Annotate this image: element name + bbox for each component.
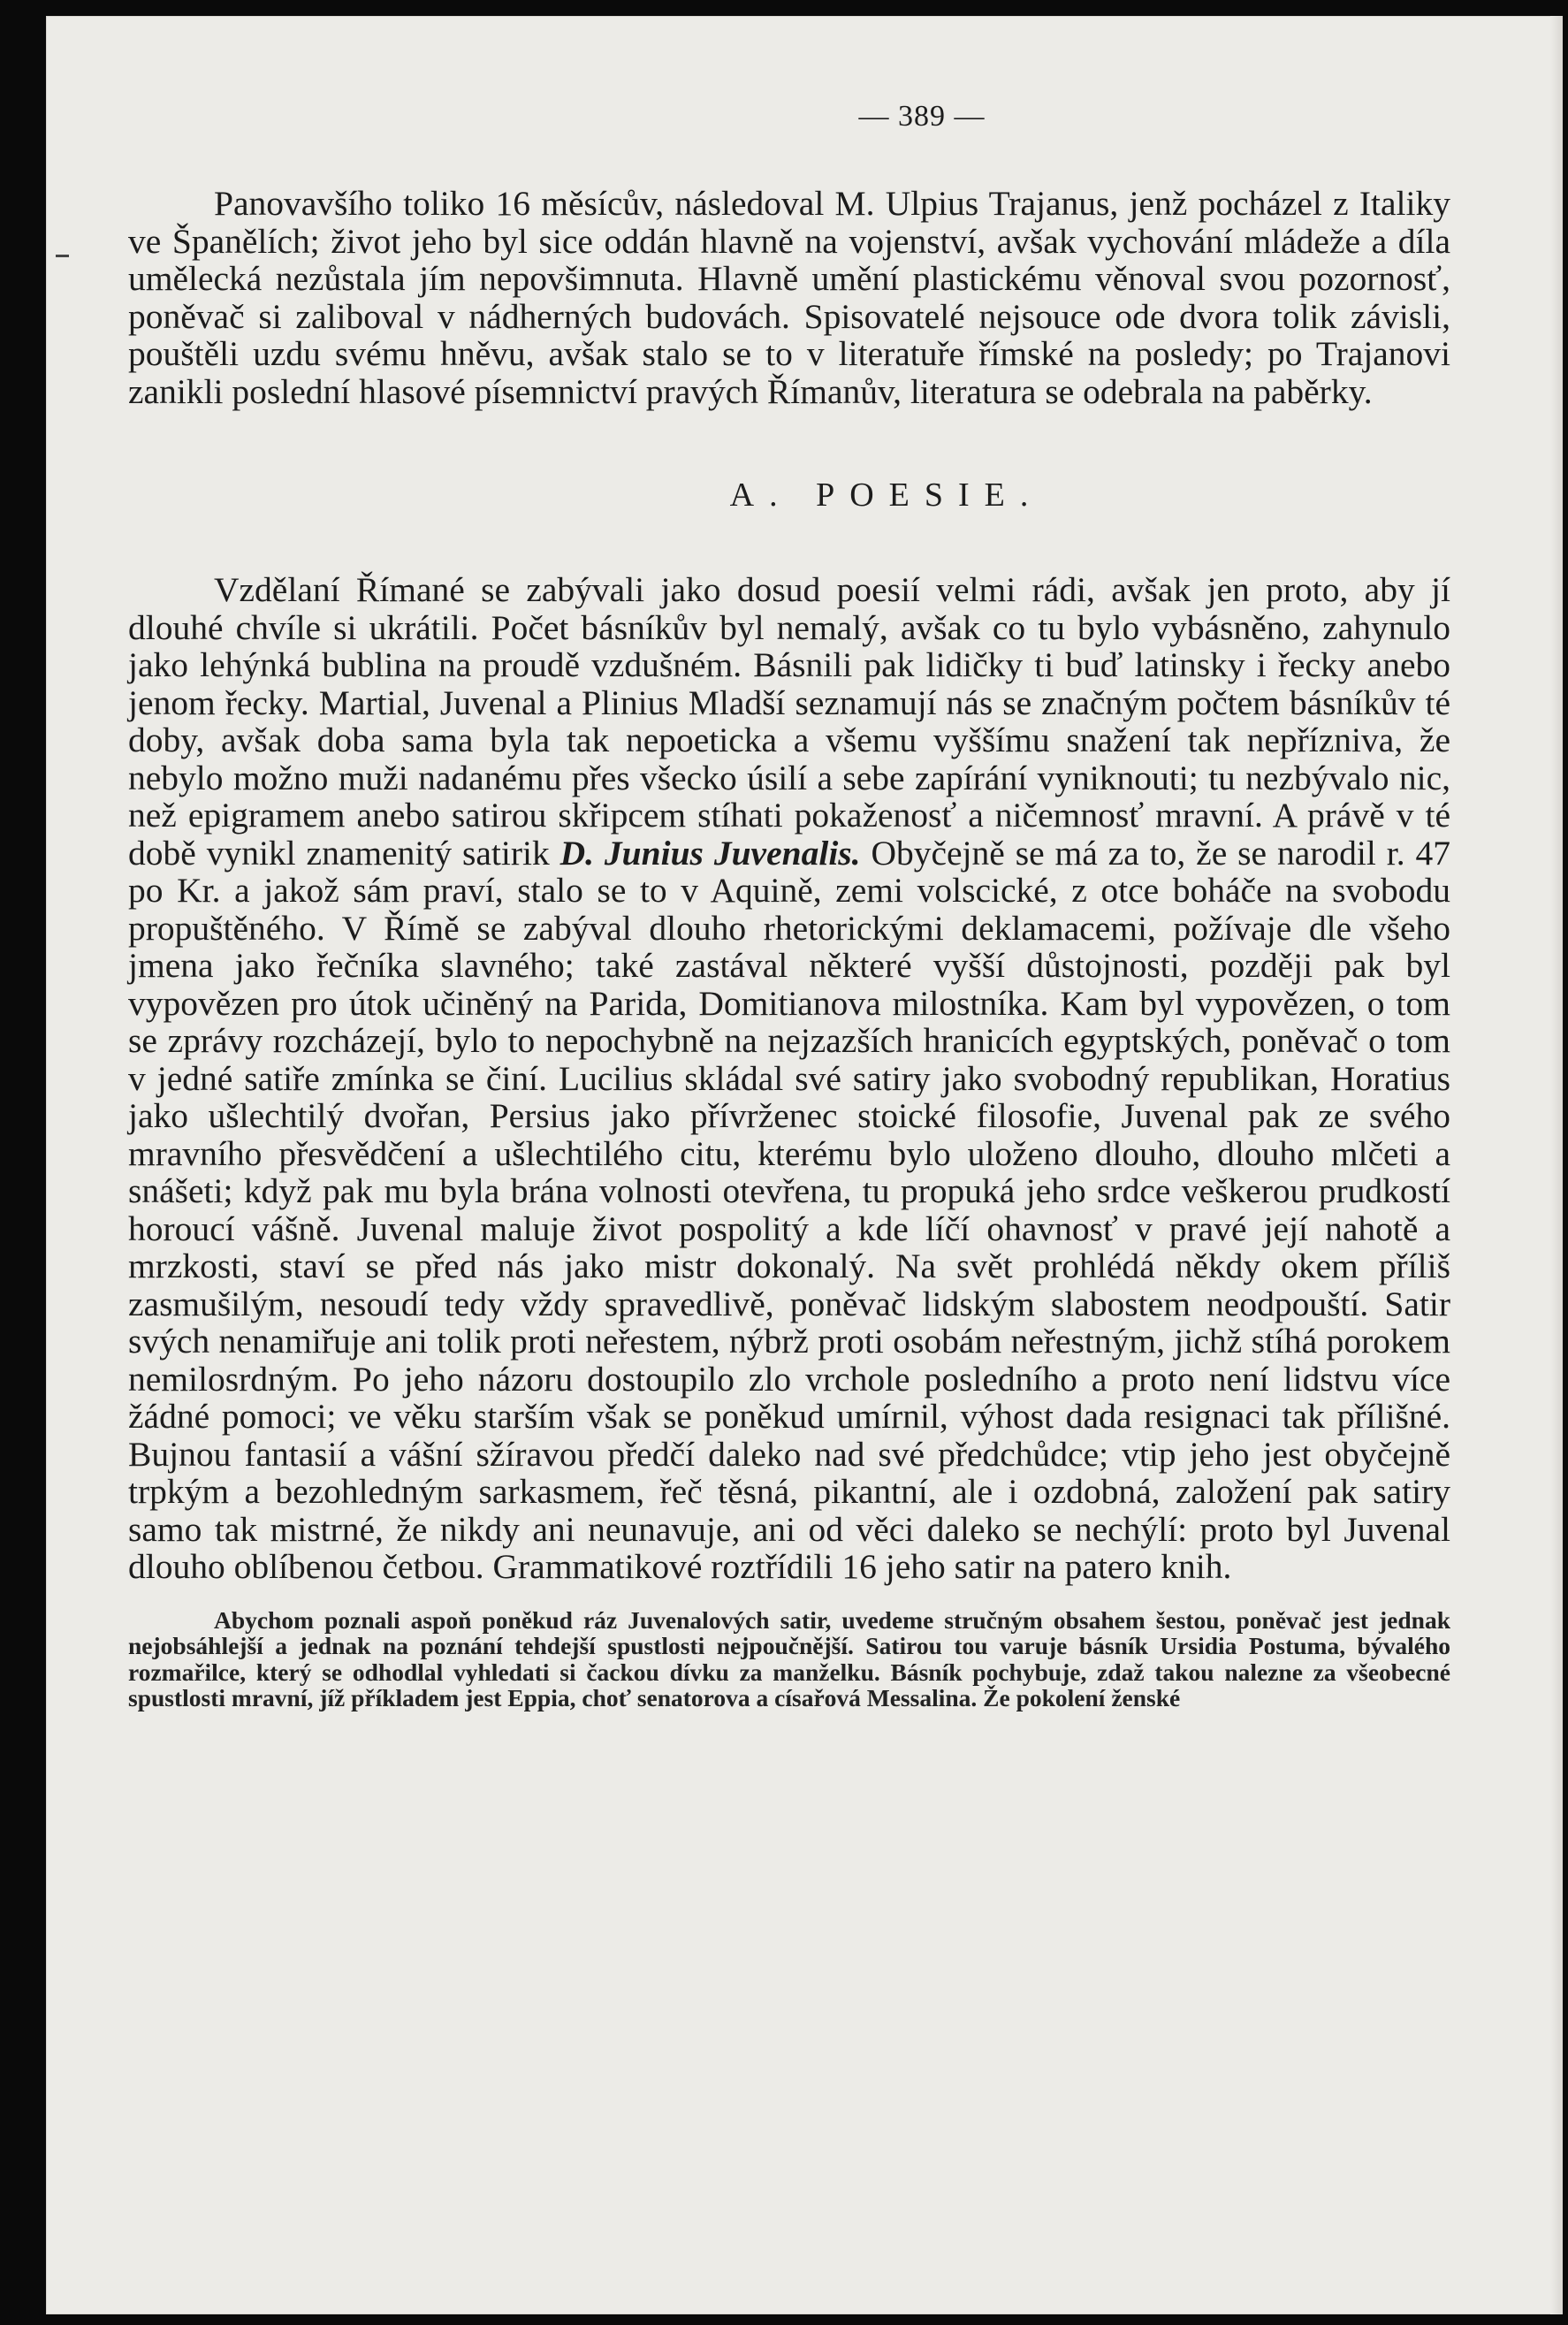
main-paragraph bbox=[128, 571, 1450, 1586]
page-edge-shadow bbox=[1550, 16, 1563, 2314]
margin-mark bbox=[56, 255, 69, 257]
page-number: — 389 — bbox=[858, 100, 986, 133]
page-content bbox=[128, 100, 1450, 1711]
main-paragraph-part1: Vzdělaní Římané se zabývali jako dosud poesií velmi rádi, avšak jen proto, aby jí dlouhé chvíle si ukrátili. Počet básníkův byl nemalý, avšak co tu bylo vybásněno, zahynulo jako lehýnká bublina na proudě vzdušném. Básnili pak lidičky ti buď latinsky i řecky anebo jenom řecky. Martial, Juvenal a Plinius Mladší seznamují nás se značným počtem básníkův té doby, avšak doba sama byla tak nepoeticka a všemu vyššímu snažení tak nepřízniva, že nebylo možno muži nadanému přes všecko úsilí a sebe zapírání vyniknouti; tu nezbývalo nic, než epigramem anebo satirou skřipcem stíhati pokaženosť a ničemnosť mravní. A právě v té době vynikl znamenitý satirik bbox=[128, 570, 1450, 873]
section-heading: A. POESIE. bbox=[729, 476, 1044, 514]
book-page bbox=[46, 16, 1563, 2314]
intro-paragraph: Panovavšího toliko 16 měsícův, následoval M. Ulpius Trajanus, jenž pocházel z Italiky ve Španělích; život jeho byl sice oddán hlavně na vojenství, avšak vychování mládeže a díla umělecká nezůstala jím nepovšimnuta. Hlavně umění plastickému věnoval svou pozornosť, poněvač si zaliboval v nádherných budovách. Spisovatelé nejsouce ode dvora tolik závisli, pouštěli uzdu svému hněvu, avšak stalo se to v literatuře římské na posledy; po Trajanovi zanikli poslední hlasové písemnictví pravých Římanův, literatura se odebrala na paběrky. bbox=[128, 184, 1450, 411]
main-paragraph-part2: Obyčejně se má za to, že se narodil r. 47 po Kr. a jakož sám praví, stalo se to v Aquině, zemi volscické, z otce boháče na svobodu propuštěného. V Římě se zabýval dlouho rhetorickými deklamacemi, požívaje dle všeho jmena jako řečníka slavného; také zastával některé vyšší důstojnosti, později pak byl vypovězen pro útok učiněný na Parida, Domitianova milostníka. Kam byl vypovězen, o tom se zprávy rozcházejí, bylo to nepochybně na nejzazších hranicích egyptských, poněvač o tom v jedné satiře zmínka se činí. Lucilius skládal své satiry jako svobodný republikan, Horatius jako ušlechtilý dvořan, Persius jako přívrženec stoické filosofie, Juvenal pak ze svého mravního přesvědčení a ušlechtilého citu, kterému bylo uloženo dlouho, dlouho mlčeti a snášeti; když pak mu byla brána volnosti otevřena, tu propuká jeho srdce veškerou prudkostí horoucí vášně. Juvenal maluje život pospolitý a kde líčí ohavnosť v pravé její nahotě a mrzkosti, staví se před nás jako mistr dokonalý. Na svět prohlédá někdy okem příliš zasmušilým, nesoudí tedy vždy spravedlivě, poněvač lidským slabostem neodpouští. Satir svých nenamiřuje ani tolik proti neřestem, nýbrž proti osobám neřestným, jichž stíhá porokem nemilosrdným. Po jeho názoru dostoupilo zlo vrchole posledního a proto není lidstvu více žádné pomoci; ve věku starším však se poněkud umírnil, výhost dada resignaci tak přílišné. Bujnou fantasií a vášní sžíravou předčí daleko nad své předchůdce; vtip jeho jest obyčejně trpkým a bezohledným sarkasmem, řeč těsná, pikantní, ale i ozdobná, založení pak satiry samo tak mistrné, že nikdy ani neunavuje, ani od věci daleko se nechýlí: proto byl Juvenal dlouho oblíbenou četbou. Grammatikové roztřídili 16 jeho satir na patero knih. bbox=[128, 833, 1450, 1586]
small-print-paragraph: Abychom poznali aspoň poněkud ráz Juvenalových satir, uvedeme stručným obsahem šestou, poněvač jest jednak nejobsáhlejší a jednak na poznání tehdejší spustlosti nejpoučnější. Satirou tou varuje básník Ursidia Postuma, bývalého rozmařilce, který se odhodlal vyhledati si čackou dívku za manželku. Básník pochybuje, zdaž takou nalezne za všeobecné spustlosti mravní, jíž příkladem jest Eppia, choť senatorova a císařová Messalina. Že pokolení ženské bbox=[128, 1605, 1450, 1711]
author-name: D. Junius Juvenalis. bbox=[559, 833, 861, 873]
